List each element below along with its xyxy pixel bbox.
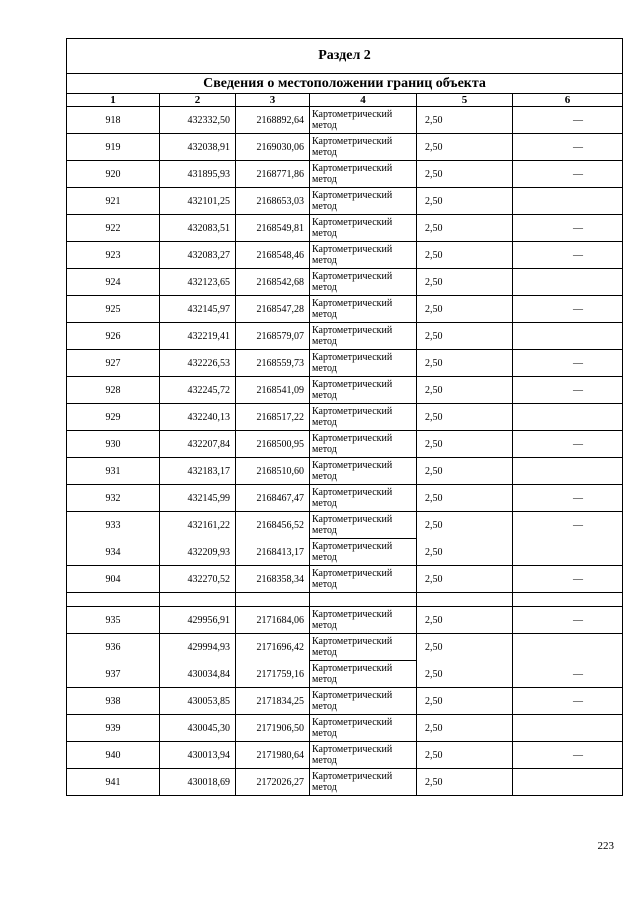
section-title: Раздел 2: [67, 39, 623, 74]
method-cell: Картометрический метод: [310, 742, 417, 769]
table-row: [67, 634, 623, 661]
point-number-cell: 934: [67, 539, 160, 566]
table-row: [67, 269, 623, 296]
method-cell: Картометрический метод: [310, 323, 417, 350]
accuracy-cell: 2,50: [417, 512, 513, 539]
table-subtitle: Сведения о местоположении границ объекта: [67, 74, 623, 94]
method-cell: Картометрический метод: [310, 431, 417, 458]
coord-x-cell: 432240,13: [160, 404, 236, 431]
point-number-cell: 921: [67, 188, 160, 215]
point-number-cell: 935: [67, 607, 160, 634]
point-number-cell: 919: [67, 134, 160, 161]
table-row: [67, 661, 623, 688]
point-number-cell: 923: [67, 242, 160, 269]
column-header: 5: [417, 94, 513, 107]
accuracy-cell: 2,50: [417, 215, 513, 242]
table-row: [67, 323, 623, 350]
description-cell: —: [513, 350, 623, 377]
point-number-cell: 938: [67, 688, 160, 715]
coord-x-cell: 429956,91: [160, 607, 236, 634]
page-number: 223: [597, 840, 614, 852]
coord-y-cell: 2168456,52: [236, 512, 310, 539]
coord-x-cell: 432207,84: [160, 431, 236, 458]
description-cell: —: [513, 161, 623, 188]
accuracy-cell: 2,50: [417, 485, 513, 512]
method-cell: Картометрический метод: [310, 634, 417, 661]
table-row: [67, 134, 623, 161]
point-number-cell: 936: [67, 634, 160, 661]
point-number-cell: 932: [67, 485, 160, 512]
description-cell: [513, 404, 623, 431]
coord-x-cell: 432183,17: [160, 458, 236, 485]
point-number-cell: 904: [67, 566, 160, 593]
coord-y-cell: 2171684,06: [236, 607, 310, 634]
accuracy-cell: 2,50: [417, 566, 513, 593]
accuracy-cell: 2,50: [417, 431, 513, 458]
description-cell: [513, 769, 623, 796]
accuracy-cell: 2,50: [417, 296, 513, 323]
coord-x-cell: 432270,52: [160, 566, 236, 593]
method-cell: Картометрический метод: [310, 134, 417, 161]
coord-y-cell: 2171980,64: [236, 742, 310, 769]
description-cell: —: [513, 742, 623, 769]
table-row: [67, 188, 623, 215]
coord-y-cell: 2168541,09: [236, 377, 310, 404]
table-row: [67, 566, 623, 593]
coord-x-cell: 429994,93: [160, 634, 236, 661]
coord-y-cell: 2168548,46: [236, 242, 310, 269]
description-cell: —: [513, 512, 623, 539]
method-cell: Картометрический метод: [310, 404, 417, 431]
description-cell: [513, 188, 623, 215]
accuracy-cell: 2,50: [417, 742, 513, 769]
point-number-cell: 940: [67, 742, 160, 769]
point-number-cell: 926: [67, 323, 160, 350]
method-cell: Картометрический метод: [310, 188, 417, 215]
accuracy-cell: 2,50: [417, 107, 513, 134]
accuracy-cell: 2,50: [417, 323, 513, 350]
empty-cell: [160, 593, 236, 607]
accuracy-cell: 2,50: [417, 688, 513, 715]
coord-x-cell: 432226,53: [160, 350, 236, 377]
empty-cell: [236, 593, 310, 607]
coord-x-cell: 432083,27: [160, 242, 236, 269]
method-cell: Картометрический метод: [310, 688, 417, 715]
coord-y-cell: 2171906,50: [236, 715, 310, 742]
point-number-cell: 941: [67, 769, 160, 796]
coord-y-cell: 2168653,03: [236, 188, 310, 215]
coord-x-cell: 432145,97: [160, 296, 236, 323]
method-cell: Картометрический метод: [310, 607, 417, 634]
coord-y-cell: 2171759,16: [236, 661, 310, 688]
table-row: [67, 742, 623, 769]
point-number-cell: 930: [67, 431, 160, 458]
method-cell: Картометрический метод: [310, 769, 417, 796]
accuracy-cell: 2,50: [417, 350, 513, 377]
coord-x-cell: 430018,69: [160, 769, 236, 796]
accuracy-cell: 2,50: [417, 134, 513, 161]
coord-y-cell: 2172026,27: [236, 769, 310, 796]
coord-x-cell: 430053,85: [160, 688, 236, 715]
method-cell: Картометрический метод: [310, 458, 417, 485]
table-row: [67, 404, 623, 431]
description-cell: [513, 323, 623, 350]
accuracy-cell: 2,50: [417, 242, 513, 269]
coord-x-cell: 432332,50: [160, 107, 236, 134]
accuracy-cell: 2,50: [417, 607, 513, 634]
description-cell: —: [513, 377, 623, 404]
coord-y-cell: 2168542,68: [236, 269, 310, 296]
coord-y-cell: 2168517,22: [236, 404, 310, 431]
coord-x-cell: 430045,30: [160, 715, 236, 742]
table-row: [67, 431, 623, 458]
coord-y-cell: 2168547,28: [236, 296, 310, 323]
accuracy-cell: 2,50: [417, 539, 513, 566]
method-cell: Картометрический метод: [310, 269, 417, 296]
coord-y-cell: 2168500,95: [236, 431, 310, 458]
empty-cell: [513, 593, 623, 607]
description-cell: [513, 458, 623, 485]
table-row: [67, 161, 623, 188]
accuracy-cell: 2,50: [417, 188, 513, 215]
accuracy-cell: 2,50: [417, 377, 513, 404]
accuracy-cell: 2,50: [417, 458, 513, 485]
point-number-cell: 928: [67, 377, 160, 404]
table-row: [67, 242, 623, 269]
method-cell: Картометрический метод: [310, 661, 417, 688]
column-header: 6: [513, 94, 623, 107]
table-row: [67, 377, 623, 404]
description-cell: [513, 269, 623, 296]
method-cell: Картометрический метод: [310, 485, 417, 512]
table-row: [67, 539, 623, 566]
column-header: 4: [310, 94, 417, 107]
description-cell: [513, 634, 623, 661]
table-row: [67, 688, 623, 715]
table-row: [67, 769, 623, 796]
table-row: [67, 107, 623, 134]
coord-y-cell: 2168559,73: [236, 350, 310, 377]
description-cell: —: [513, 431, 623, 458]
coord-y-cell: 2168549,81: [236, 215, 310, 242]
point-number-cell: 931: [67, 458, 160, 485]
table-row: [67, 715, 623, 742]
method-cell: Картометрический метод: [310, 350, 417, 377]
point-number-cell: 929: [67, 404, 160, 431]
description-cell: —: [513, 242, 623, 269]
method-cell: Картометрический метод: [310, 215, 417, 242]
method-cell: Картометрический метод: [310, 161, 417, 188]
point-number-cell: 920: [67, 161, 160, 188]
description-cell: —: [513, 215, 623, 242]
coord-y-cell: 2168771,86: [236, 161, 310, 188]
description-cell: —: [513, 134, 623, 161]
method-cell: Картометрический метод: [310, 512, 417, 539]
document-sheet: [66, 38, 622, 796]
coord-x-cell: 432219,41: [160, 323, 236, 350]
column-header-row: [67, 94, 623, 107]
point-number-cell: 927: [67, 350, 160, 377]
accuracy-cell: 2,50: [417, 161, 513, 188]
column-header: 1: [67, 94, 160, 107]
coord-y-cell: 2169030,06: [236, 134, 310, 161]
method-cell: Картометрический метод: [310, 242, 417, 269]
method-cell: Картометрический метод: [310, 107, 417, 134]
description-cell: —: [513, 485, 623, 512]
point-number-cell: 939: [67, 715, 160, 742]
table-row: [67, 350, 623, 377]
empty-cell: [310, 593, 417, 607]
accuracy-cell: 2,50: [417, 661, 513, 688]
coord-x-cell: 432038,91: [160, 134, 236, 161]
method-cell: Картометрический метод: [310, 715, 417, 742]
table-row: [67, 512, 623, 539]
description-cell: —: [513, 661, 623, 688]
table-row: [67, 485, 623, 512]
table-row: [67, 296, 623, 323]
accuracy-cell: 2,50: [417, 404, 513, 431]
method-cell: Картометрический метод: [310, 296, 417, 323]
coord-x-cell: 430013,94: [160, 742, 236, 769]
table-row: [67, 607, 623, 634]
coord-y-cell: 2168413,17: [236, 539, 310, 566]
description-cell: [513, 539, 623, 566]
boundary-table: [66, 38, 623, 796]
description-cell: —: [513, 607, 623, 634]
coord-x-cell: 432209,93: [160, 539, 236, 566]
table-spacer-row: [67, 593, 623, 607]
table-row: [67, 458, 623, 485]
description-cell: [513, 715, 623, 742]
accuracy-cell: 2,50: [417, 715, 513, 742]
table-row: [67, 215, 623, 242]
coord-y-cell: 2168892,64: [236, 107, 310, 134]
coord-x-cell: 432083,51: [160, 215, 236, 242]
coord-y-cell: 2171834,25: [236, 688, 310, 715]
method-cell: Картометрический метод: [310, 539, 417, 566]
point-number-cell: 922: [67, 215, 160, 242]
coord-y-cell: 2168467,47: [236, 485, 310, 512]
coord-x-cell: 431895,93: [160, 161, 236, 188]
column-header: 2: [160, 94, 236, 107]
method-cell: Картометрический метод: [310, 377, 417, 404]
coord-y-cell: 2171696,42: [236, 634, 310, 661]
point-number-cell: 925: [67, 296, 160, 323]
empty-cell: [417, 593, 513, 607]
point-number-cell: 933: [67, 512, 160, 539]
coord-y-cell: 2168358,34: [236, 566, 310, 593]
point-number-cell: 918: [67, 107, 160, 134]
coord-x-cell: 430034,84: [160, 661, 236, 688]
column-header: 3: [236, 94, 310, 107]
coord-y-cell: 2168510,60: [236, 458, 310, 485]
coord-y-cell: 2168579,07: [236, 323, 310, 350]
point-number-cell: 937: [67, 661, 160, 688]
point-number-cell: 924: [67, 269, 160, 296]
coord-x-cell: 432145,99: [160, 485, 236, 512]
empty-cell: [67, 593, 160, 607]
description-cell: —: [513, 296, 623, 323]
coord-x-cell: 432161,22: [160, 512, 236, 539]
accuracy-cell: 2,50: [417, 269, 513, 296]
method-cell: Картометрический метод: [310, 566, 417, 593]
description-cell: —: [513, 566, 623, 593]
coord-x-cell: 432245,72: [160, 377, 236, 404]
description-cell: —: [513, 107, 623, 134]
accuracy-cell: 2,50: [417, 769, 513, 796]
coord-x-cell: 432101,25: [160, 188, 236, 215]
accuracy-cell: 2,50: [417, 634, 513, 661]
coord-x-cell: 432123,65: [160, 269, 236, 296]
description-cell: —: [513, 688, 623, 715]
